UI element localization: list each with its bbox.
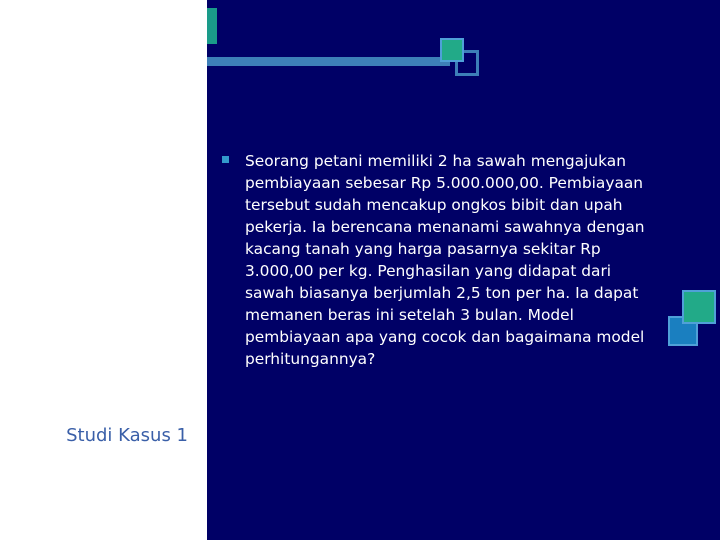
case-description: Seorang petani memiliki 2 ha sawah mengajukan pembiayaan sebesar Rp 5.000.000,00. Pembiayaan tersebut sudah mencakup ongkos bibit dan upah pekerja. Ia berencana menanami sawahnya dengan kacang tanah yang harga pasarnya sekitar Rp 3.000,00 per kg. Penghasilan yang didapat dari sawah biasanya berjumlah 2,5 ton per ha. Ia dapat memanen beras ini setelah 3 bulan. Model pembiayaan apa yang cocok dan bagaimana model perhitungannya? [245,152,645,368]
slide-side-title: Studi Kasus 1 [66,425,188,446]
decorative-square-top [207,8,217,44]
decorative-square-teal-right [682,290,716,324]
left-panel [0,0,207,540]
decorative-bar [207,57,450,66]
decorative-square-teal [440,38,464,62]
bullet-icon [222,156,229,163]
